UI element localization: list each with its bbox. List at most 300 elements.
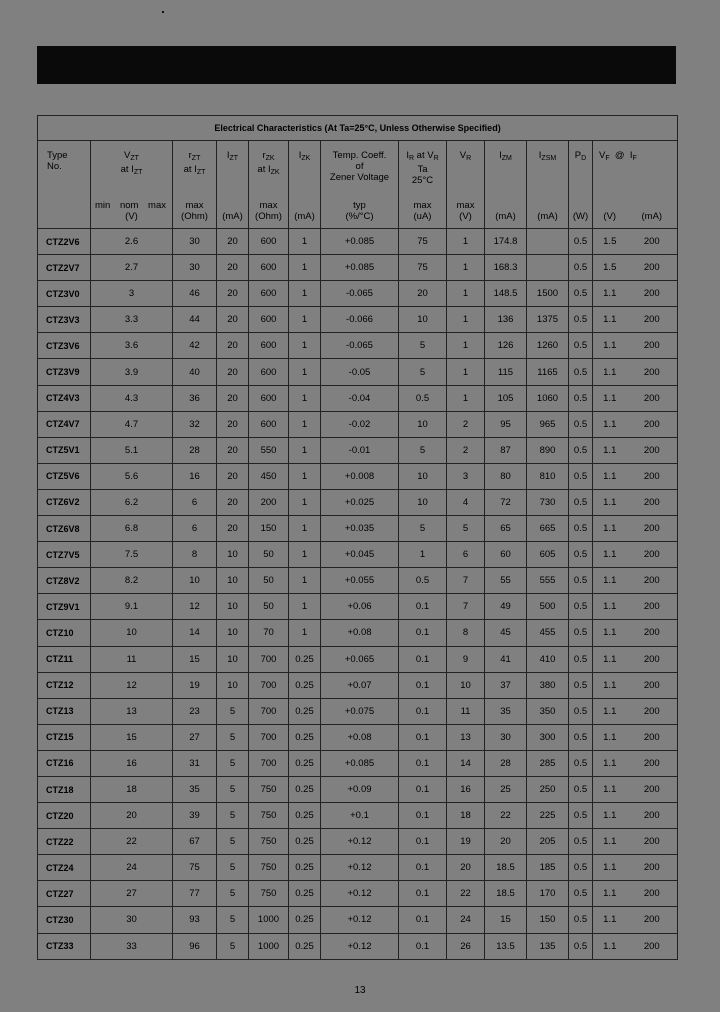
- pd-cell: 0.5: [569, 646, 593, 672]
- temp-coeff-cell: +0.07: [321, 672, 399, 698]
- type-cell: CTZ27: [38, 881, 91, 907]
- izsm-cell: 730: [527, 489, 569, 515]
- pd-cell: 0.5: [569, 803, 593, 829]
- ir-cell: 5: [399, 437, 447, 463]
- type-header: Type No.: [38, 141, 91, 229]
- vr-cell: 1: [447, 359, 485, 385]
- vr-cell: 1: [447, 307, 485, 333]
- type-cell: CTZ2V7: [38, 255, 91, 281]
- pd-cell: 0.5: [569, 776, 593, 802]
- if-cell: 200: [627, 542, 678, 568]
- type-cell: CTZ8V2: [38, 568, 91, 594]
- izm-cell: 13.5: [485, 933, 527, 959]
- izm-cell: 65: [485, 516, 527, 542]
- izt-cell: 5: [217, 855, 249, 881]
- rzt-cell: 27: [173, 724, 217, 750]
- izm-cell: 25: [485, 776, 527, 802]
- izt-cell: 10: [217, 672, 249, 698]
- izk-cell: 1: [289, 307, 321, 333]
- temp-coeff-cell: +0.09: [321, 776, 399, 802]
- vf-cell: 1.1: [593, 281, 627, 307]
- rzk-cell: 200: [249, 489, 289, 515]
- izm-header: $I_{ZM}$: [485, 141, 527, 187]
- vf-cell: 1.1: [593, 437, 627, 463]
- izk-cell: 1: [289, 359, 321, 385]
- ir-header: $I_R$ at $V_R$ Ta 25°C: [399, 141, 447, 187]
- if-cell: 200: [627, 516, 678, 542]
- rzt-cell: 19: [173, 672, 217, 698]
- temp-coeff-subheader: typ (%/°C): [321, 186, 399, 229]
- vz-nom-cell: 16: [91, 750, 173, 776]
- ir-cell: 0.1: [399, 907, 447, 933]
- vr-cell: 3: [447, 463, 485, 489]
- type-cell: CTZ3V0: [38, 281, 91, 307]
- rzt-cell: 10: [173, 568, 217, 594]
- ir-cell: 0.1: [399, 776, 447, 802]
- type-cell: CTZ20: [38, 803, 91, 829]
- table-row: [38, 359, 678, 385]
- rzk-cell: 700: [249, 750, 289, 776]
- ir-cell: 0.1: [399, 933, 447, 959]
- rzt-header: $r_{ZT}$ at $I_{ZT}$: [173, 141, 217, 187]
- temp-coeff-cell: +0.12: [321, 907, 399, 933]
- speck: [162, 11, 164, 13]
- header-band: [37, 46, 676, 84]
- table-row: [38, 542, 678, 568]
- izt-cell: 5: [217, 698, 249, 724]
- vz-nom-cell: 4.7: [91, 411, 173, 437]
- vf-cell: 1.1: [593, 724, 627, 750]
- vr-cell: 13: [447, 724, 485, 750]
- type-cell: CTZ24: [38, 855, 91, 881]
- vr-cell: 26: [447, 933, 485, 959]
- type-cell: CTZ3V9: [38, 359, 91, 385]
- rzk-cell: 150: [249, 516, 289, 542]
- izk-cell: 0.25: [289, 724, 321, 750]
- vz-nom-cell: 6.8: [91, 516, 173, 542]
- izsm-cell: 810: [527, 463, 569, 489]
- vf-cell: 1.1: [593, 933, 627, 959]
- if-cell: 200: [627, 776, 678, 802]
- vf-cell: 1.1: [593, 307, 627, 333]
- ir-cell: 0.5: [399, 568, 447, 594]
- if-cell: 200: [627, 672, 678, 698]
- izsm-cell: 965: [527, 411, 569, 437]
- izk-cell: 1: [289, 281, 321, 307]
- temp-coeff-cell: +0.06: [321, 594, 399, 620]
- table-row: [38, 281, 678, 307]
- if-cell: 200: [627, 463, 678, 489]
- vf-header: $V_F$ @ $I_F$: [593, 141, 678, 187]
- pd-cell: 0.5: [569, 907, 593, 933]
- izk-cell: 0.25: [289, 776, 321, 802]
- type-cell: CTZ10: [38, 620, 91, 646]
- if-cell: 200: [627, 750, 678, 776]
- izsm-cell: 170: [527, 881, 569, 907]
- rzt-cell: 77: [173, 881, 217, 907]
- type-cell: CTZ2V6: [38, 229, 91, 255]
- izm-cell: 45: [485, 620, 527, 646]
- vf-unit: (V): [593, 186, 627, 229]
- ir-cell: 5: [399, 516, 447, 542]
- rzt-cell: 96: [173, 933, 217, 959]
- rzk-cell: 600: [249, 281, 289, 307]
- izk-cell: 0.25: [289, 803, 321, 829]
- pd-cell: 0.5: [569, 489, 593, 515]
- rzt-cell: 42: [173, 333, 217, 359]
- rzt-cell: 31: [173, 750, 217, 776]
- izm-cell: 55: [485, 568, 527, 594]
- if-cell: 200: [627, 724, 678, 750]
- table-row: [38, 750, 678, 776]
- pd-cell: 0.5: [569, 829, 593, 855]
- izsm-cell: 1060: [527, 385, 569, 411]
- if-cell: 200: [627, 829, 678, 855]
- if-cell: 200: [627, 646, 678, 672]
- type-cell: CTZ13: [38, 698, 91, 724]
- table-row: [38, 698, 678, 724]
- temp-coeff-cell: +0.08: [321, 724, 399, 750]
- table-row: [38, 620, 678, 646]
- rzt-cell: 8: [173, 542, 217, 568]
- izm-cell: 30: [485, 724, 527, 750]
- izk-cell: 0.25: [289, 855, 321, 881]
- vz-nom-cell: 2.6: [91, 229, 173, 255]
- vr-cell: 7: [447, 568, 485, 594]
- if-cell: 200: [627, 437, 678, 463]
- izsm-cell: 285: [527, 750, 569, 776]
- vz-nom-cell: 11: [91, 646, 173, 672]
- izt-cell: 20: [217, 489, 249, 515]
- vr-cell: 16: [447, 776, 485, 802]
- izk-cell: 0.25: [289, 698, 321, 724]
- if-cell: 200: [627, 359, 678, 385]
- temp-coeff-cell: +0.085: [321, 229, 399, 255]
- pd-cell: 0.5: [569, 698, 593, 724]
- izm-cell: 22: [485, 803, 527, 829]
- vf-cell: 1.5: [593, 255, 627, 281]
- ir-cell: 0.1: [399, 750, 447, 776]
- vz-nom-cell: 18: [91, 776, 173, 802]
- vf-cell: 1.1: [593, 359, 627, 385]
- vz-nom-cell: 24: [91, 855, 173, 881]
- rzt-cell: 93: [173, 907, 217, 933]
- table-row: [38, 411, 678, 437]
- ir-cell: 0.1: [399, 620, 447, 646]
- vr-cell: 20: [447, 855, 485, 881]
- ir-cell: 10: [399, 489, 447, 515]
- vz-nom-cell: 3.6: [91, 333, 173, 359]
- izk-cell: 1: [289, 516, 321, 542]
- temp-coeff-cell: +0.035: [321, 516, 399, 542]
- izm-cell: 105: [485, 385, 527, 411]
- vr-cell: 5: [447, 516, 485, 542]
- table-title: Electrical Characteristics (At Ta=25°C, Unless Otherwise Specified): [38, 116, 678, 141]
- vf-cell: 1.1: [593, 698, 627, 724]
- type-cell: CTZ6V2: [38, 489, 91, 515]
- vf-cell: 1.1: [593, 594, 627, 620]
- izm-cell: 37: [485, 672, 527, 698]
- rzk-cell: 750: [249, 829, 289, 855]
- rzt-cell: 36: [173, 385, 217, 411]
- izsm-cell: 555: [527, 568, 569, 594]
- temp-coeff-cell: -0.04: [321, 385, 399, 411]
- izt-cell: 20: [217, 255, 249, 281]
- table-row: [38, 568, 678, 594]
- rzk-cell: 750: [249, 881, 289, 907]
- vf-cell: 1.1: [593, 776, 627, 802]
- rzt-cell: 28: [173, 437, 217, 463]
- izt-cell: 5: [217, 829, 249, 855]
- type-cell: CTZ16: [38, 750, 91, 776]
- vf-cell: 1.1: [593, 385, 627, 411]
- pd-cell: 0.5: [569, 463, 593, 489]
- izk-cell: 0.25: [289, 750, 321, 776]
- rzk-cell: 600: [249, 255, 289, 281]
- table-row: [38, 255, 678, 281]
- temp-coeff-cell: +0.12: [321, 829, 399, 855]
- ir-cell: 0.1: [399, 646, 447, 672]
- vr-cell: 4: [447, 489, 485, 515]
- vf-cell: 1.1: [593, 516, 627, 542]
- izsm-cell: 890: [527, 437, 569, 463]
- table-row: [38, 933, 678, 959]
- vr-cell: 7: [447, 594, 485, 620]
- table-row: [38, 672, 678, 698]
- izsm-cell: 1165: [527, 359, 569, 385]
- vr-subheader: max (V): [447, 186, 485, 229]
- temp-coeff-cell: +0.008: [321, 463, 399, 489]
- vf-cell: 1.1: [593, 333, 627, 359]
- izm-cell: 28: [485, 750, 527, 776]
- temp-coeff-cell: +0.065: [321, 646, 399, 672]
- izm-cell: 20: [485, 829, 527, 855]
- pd-cell: 0.5: [569, 359, 593, 385]
- vr-cell: 24: [447, 907, 485, 933]
- vz-nom-cell: 13: [91, 698, 173, 724]
- rzt-cell: 6: [173, 489, 217, 515]
- if-cell: 200: [627, 255, 678, 281]
- if-cell: 200: [627, 907, 678, 933]
- if-cell: 200: [627, 855, 678, 881]
- pd-cell: 0.5: [569, 255, 593, 281]
- izt-cell: 5: [217, 907, 249, 933]
- pd-cell: 0.5: [569, 542, 593, 568]
- table-row: [38, 307, 678, 333]
- ir-cell: 0.1: [399, 803, 447, 829]
- ir-cell: 1: [399, 542, 447, 568]
- vr-cell: 14: [447, 750, 485, 776]
- ir-cell: 0.1: [399, 594, 447, 620]
- rzt-cell: 30: [173, 255, 217, 281]
- ir-cell: 5: [399, 359, 447, 385]
- izsm-cell: [527, 255, 569, 281]
- electrical-characteristics-table: [37, 115, 678, 960]
- rzt-subheader: max (Ohm): [173, 186, 217, 229]
- vr-cell: 2: [447, 437, 485, 463]
- vz-nom-cell: 4.3: [91, 385, 173, 411]
- vr-cell: 22: [447, 881, 485, 907]
- izsm-cell: 1375: [527, 307, 569, 333]
- pd-cell: 0.5: [569, 750, 593, 776]
- izm-cell: 126: [485, 333, 527, 359]
- izk-cell: 1: [289, 385, 321, 411]
- type-cell: CTZ3V3: [38, 307, 91, 333]
- rzk-cell: 1000: [249, 907, 289, 933]
- izsm-cell: 205: [527, 829, 569, 855]
- pd-header: $P_D$: [569, 141, 593, 187]
- vz-nom-cell: 33: [91, 933, 173, 959]
- table-row: [38, 855, 678, 881]
- izm-cell: 174.8: [485, 229, 527, 255]
- vr-cell: 19: [447, 829, 485, 855]
- rzt-cell: 23: [173, 698, 217, 724]
- rzk-cell: 600: [249, 359, 289, 385]
- rzk-cell: 700: [249, 672, 289, 698]
- vr-cell: 9: [447, 646, 485, 672]
- type-cell: CTZ18: [38, 776, 91, 802]
- izsm-unit: (mA): [527, 186, 569, 229]
- izsm-cell: 150: [527, 907, 569, 933]
- izt-cell: 10: [217, 568, 249, 594]
- rzk-cell: 700: [249, 724, 289, 750]
- rzk-cell: 750: [249, 803, 289, 829]
- izsm-cell: 1260: [527, 333, 569, 359]
- vz-nom-cell: 9.1: [91, 594, 173, 620]
- temp-coeff-header: Temp. Coeff. of Zener Voltage: [321, 141, 399, 187]
- vr-cell: 11: [447, 698, 485, 724]
- vf-cell: 1.1: [593, 568, 627, 594]
- ir-cell: 75: [399, 229, 447, 255]
- izk-cell: 1: [289, 255, 321, 281]
- izk-unit: (mA): [289, 186, 321, 229]
- temp-coeff-cell: -0.01: [321, 437, 399, 463]
- rzk-cell: 600: [249, 307, 289, 333]
- rzk-header: $r_{ZK}$ at $I_{ZK}$: [249, 141, 289, 187]
- izm-cell: 18.5: [485, 855, 527, 881]
- table-row: [38, 229, 678, 255]
- izk-cell: 1: [289, 620, 321, 646]
- vf-cell: 1.1: [593, 463, 627, 489]
- ir-cell: 0.1: [399, 724, 447, 750]
- rzk-subheader: max (Ohm): [249, 186, 289, 229]
- pd-cell: 0.5: [569, 281, 593, 307]
- type-cell: CTZ3V6: [38, 333, 91, 359]
- pd-cell: 0.5: [569, 437, 593, 463]
- vz-nom-cell: 6.2: [91, 489, 173, 515]
- pd-unit: (W): [569, 186, 593, 229]
- izt-cell: 20: [217, 229, 249, 255]
- temp-coeff-cell: +0.075: [321, 698, 399, 724]
- izt-cell: 5: [217, 750, 249, 776]
- izt-cell: 20: [217, 463, 249, 489]
- ir-cell: 75: [399, 255, 447, 281]
- temp-coeff-cell: +0.08: [321, 620, 399, 646]
- type-cell: CTZ5V6: [38, 463, 91, 489]
- vz-nom-cell: 3: [91, 281, 173, 307]
- izsm-cell: 135: [527, 933, 569, 959]
- rzk-cell: 50: [249, 542, 289, 568]
- vz-nom-cell: 15: [91, 724, 173, 750]
- rzk-cell: 700: [249, 698, 289, 724]
- vf-cell: 1.1: [593, 829, 627, 855]
- if-cell: 200: [627, 333, 678, 359]
- temp-coeff-cell: -0.02: [321, 411, 399, 437]
- izm-cell: 41: [485, 646, 527, 672]
- type-cell: CTZ15: [38, 724, 91, 750]
- vr-header: $V_R$: [447, 141, 485, 187]
- izm-cell: 136: [485, 307, 527, 333]
- ir-cell: 20: [399, 281, 447, 307]
- vz-nom-cell: 3.9: [91, 359, 173, 385]
- ir-cell: 0.1: [399, 829, 447, 855]
- rzt-cell: 12: [173, 594, 217, 620]
- pd-cell: 0.5: [569, 411, 593, 437]
- izk-cell: 0.25: [289, 672, 321, 698]
- vr-cell: 1: [447, 281, 485, 307]
- table-row: [38, 437, 678, 463]
- izt-unit: (mA): [217, 186, 249, 229]
- rzk-cell: 700: [249, 646, 289, 672]
- vf-cell: 1.5: [593, 229, 627, 255]
- if-cell: 200: [627, 803, 678, 829]
- rzk-cell: 750: [249, 855, 289, 881]
- izm-cell: 115: [485, 359, 527, 385]
- vf-cell: 1.1: [593, 646, 627, 672]
- izk-cell: 0.25: [289, 907, 321, 933]
- pd-cell: 0.5: [569, 881, 593, 907]
- vz-nom-cell: 22: [91, 829, 173, 855]
- table-row: [38, 489, 678, 515]
- izsm-cell: 1500: [527, 281, 569, 307]
- type-cell: CTZ22: [38, 829, 91, 855]
- izm-cell: 148.5: [485, 281, 527, 307]
- vr-cell: 2: [447, 411, 485, 437]
- izt-cell: 10: [217, 542, 249, 568]
- if-cell: 200: [627, 385, 678, 411]
- if-cell: 200: [627, 933, 678, 959]
- rzk-cell: 50: [249, 594, 289, 620]
- rzk-cell: 70: [249, 620, 289, 646]
- izsm-cell: 500: [527, 594, 569, 620]
- vz-nom-cell: 5.6: [91, 463, 173, 489]
- rzt-cell: 46: [173, 281, 217, 307]
- vf-cell: 1.1: [593, 672, 627, 698]
- table-body: [38, 229, 678, 960]
- table-row: [38, 803, 678, 829]
- rzk-cell: 50: [249, 568, 289, 594]
- vr-cell: 1: [447, 333, 485, 359]
- type-cell: CTZ4V7: [38, 411, 91, 437]
- temp-coeff-cell: +0.055: [321, 568, 399, 594]
- temp-coeff-cell: -0.065: [321, 333, 399, 359]
- pd-cell: 0.5: [569, 229, 593, 255]
- vf-cell: 1.1: [593, 855, 627, 881]
- izt-cell: 10: [217, 646, 249, 672]
- izk-cell: 1: [289, 542, 321, 568]
- izk-cell: 0.25: [289, 829, 321, 855]
- temp-coeff-cell: +0.1: [321, 803, 399, 829]
- rzk-cell: 600: [249, 411, 289, 437]
- if-cell: 200: [627, 489, 678, 515]
- izm-unit: (mA): [485, 186, 527, 229]
- if-cell: 200: [627, 594, 678, 620]
- izk-cell: 0.25: [289, 933, 321, 959]
- if-cell: 200: [627, 281, 678, 307]
- vz-header: $V_{ZT}$ at $I_{ZT}$: [91, 141, 173, 187]
- vf-cell: 1.1: [593, 907, 627, 933]
- vr-cell: 1: [447, 385, 485, 411]
